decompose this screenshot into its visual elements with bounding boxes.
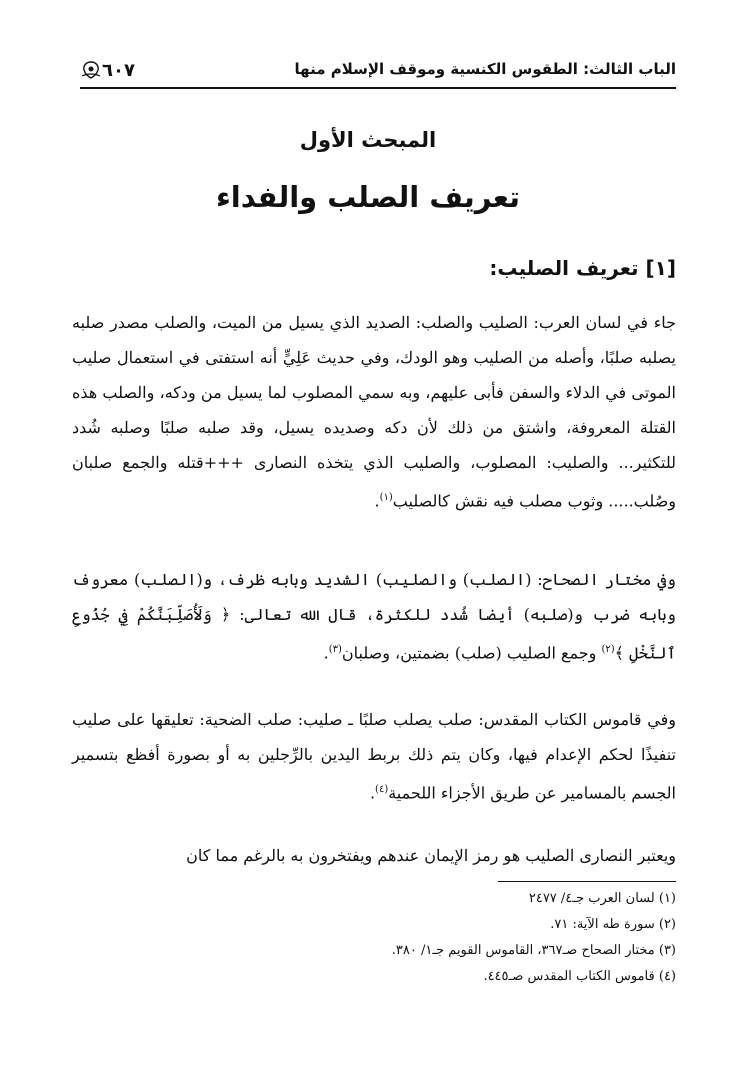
chapter-title: تعريف الصلب والفداء [215, 180, 521, 214]
footnote-item: (١) لسان العرب جـ٤/ ٢٤٧٧ [528, 891, 676, 906]
paragraph-text: ويعتبر النصارى الصليب هو رمز الإيمان عندهم ويفتخرون به بالرغم مما كان [186, 846, 676, 865]
footnote-ref: (١) [379, 492, 393, 503]
paragraph-symbol-of-faith [72, 838, 676, 873]
footnote-item: (٣) مختار الصحاح صـ٣٦٧، القاموس القويم جـ١/ ٣٨٠. [391, 943, 676, 958]
footnote-ref: (٣) [328, 644, 342, 655]
page-header [80, 60, 676, 86]
footnote-ref: (٢) [601, 644, 615, 655]
paragraph-lisan-al-arab: جاء في لسان العرب: الصليب والصلب: الصديد الذي يسيل من الميت، والصلب مصدر صلبه يصلبه صلبًا، وأصله من الصليب وهو الودك، وفي حديث عَلِيٍّ أنه استفتى في استعمال صليب الموتى في الدلاء والسفن فأبى عليهم، وبه سمي المصلوب لما يسيل من ودكه، والصلب هذه القتلة المعروفة، واشتق من ذلك لأن دكه وصديده يسيل، وقد صلبه صلبًا وصلبه شُدد للتكثير... والصليب: المصلوب، والصليب الذي يتخذه النصارى +++قتله والجمع صلبان وصُلب..... وثوب مصلب فيه نقش كالصليب$^{(١)}$. [72, 313, 676, 511]
page-number: ٦٠٧ [102, 60, 135, 81]
footnote-rule [498, 881, 676, 882]
header-rule [80, 87, 676, 89]
footnote-item: (٢) سورة طه الآية: ٧١. [550, 917, 676, 932]
subheading-definition: [١] تعريف الصليب: [489, 256, 676, 280]
paragraph-text: جاء في لسان العرب: الصليب والصلب: الصديد الذي يسيل من الميت، والصلب مصدر صلبه يصلبه صلبًا، وأصله من الصليب وهو الودك، وفي حديث عَلِيٍّ أنه استفتى في استعمال صليب الموتى في الدلاء والسفن فأبى عليهم، وبه سمي المصلوب لما يسيل من ودكه، والصلب هذه القتلة المعروفة، واشتق من ذلك لأن دكه وصديده يسيل، وقد صلبه صلبًا وصلبه شُدد للتكثير... والصليب: المصلوب، والصليب الذي يتخذه النصارى +++قتله والجمع صلبان وصُلب..... وثوب مصلب فيه نقش كالصليب [72, 313, 676, 511]
section-title: المبحث الأول [299, 128, 437, 152]
paragraph-bible-dictionary: وفي قاموس الكتاب المقدس: صلب يصلب صلبًا ـ صليب: صلب الضحية: تعليقها على صليب تنفيذًا لحكم الإعدام فيها، وكان يتم ذلك بربط اليدين بالرِّجلين به أو بصورة أفظع بتسمير الجسم بالمسامير عن طريق الأجزاء اللحمية$^{(٤)}$. [72, 710, 676, 803]
running-title: الباب الثالث: الطقوس الكنسية وموقف الإسلام منها [294, 60, 676, 78]
footnotes [76, 886, 676, 990]
paragraph-text: وفي مختار الصحاح: (الصلب) والصليب) الشديد وبابه ظرف، و(الصلب) معروف وبابه ضرب و(صلبه) أيضا شُدد للكثرة، قال الله تعالى: ﴿ وَلَأُصَلِّبَنَّكُمْ فِي جُذُوعِ ٱلنَّخْلِ ﴾ [72, 570, 676, 663]
ornament-icon [80, 60, 102, 80]
footnote-ref: (٤) [375, 784, 389, 795]
footnote-item: (٤) قاموس الكتاب المقدس صـ٤٤٥. [483, 969, 676, 984]
paragraph-text: وفي قاموس الكتاب المقدس: صلب يصلب صلبًا ـ صليب: صلب الضحية: تعليقها على صليب تنفيذًا لحكم الإعدام فيها، وكان يتم ذلك بربط اليدين بالرِّجلين به أو بصورة أفظع بتسمير الجسم بالمسامير عن طريق الأجزاء اللحمية [72, 710, 676, 803]
paragraph-text: وجمع الصليب (صلب) بضمتين، وصلبان [341, 643, 602, 663]
paragraph-mukhtar-al-sihah: وفي مختار الصحاح: (الصلب) والصليب) الشديد وبابه ظرف، و(الصلب) معروف وبابه ضرب و(صلبه) أيضا شُدد للكثرة، قال الله تعالى: ﴿ وَلَأُصَلِّبَنَّكُمْ فِي جُذُوعِ ٱلنَّخْلِ ﴾$^{(٢)}$ وجمع الصليب (صلب) بضمتين، وصلبان$^{(٣)}$. [72, 570, 676, 663]
